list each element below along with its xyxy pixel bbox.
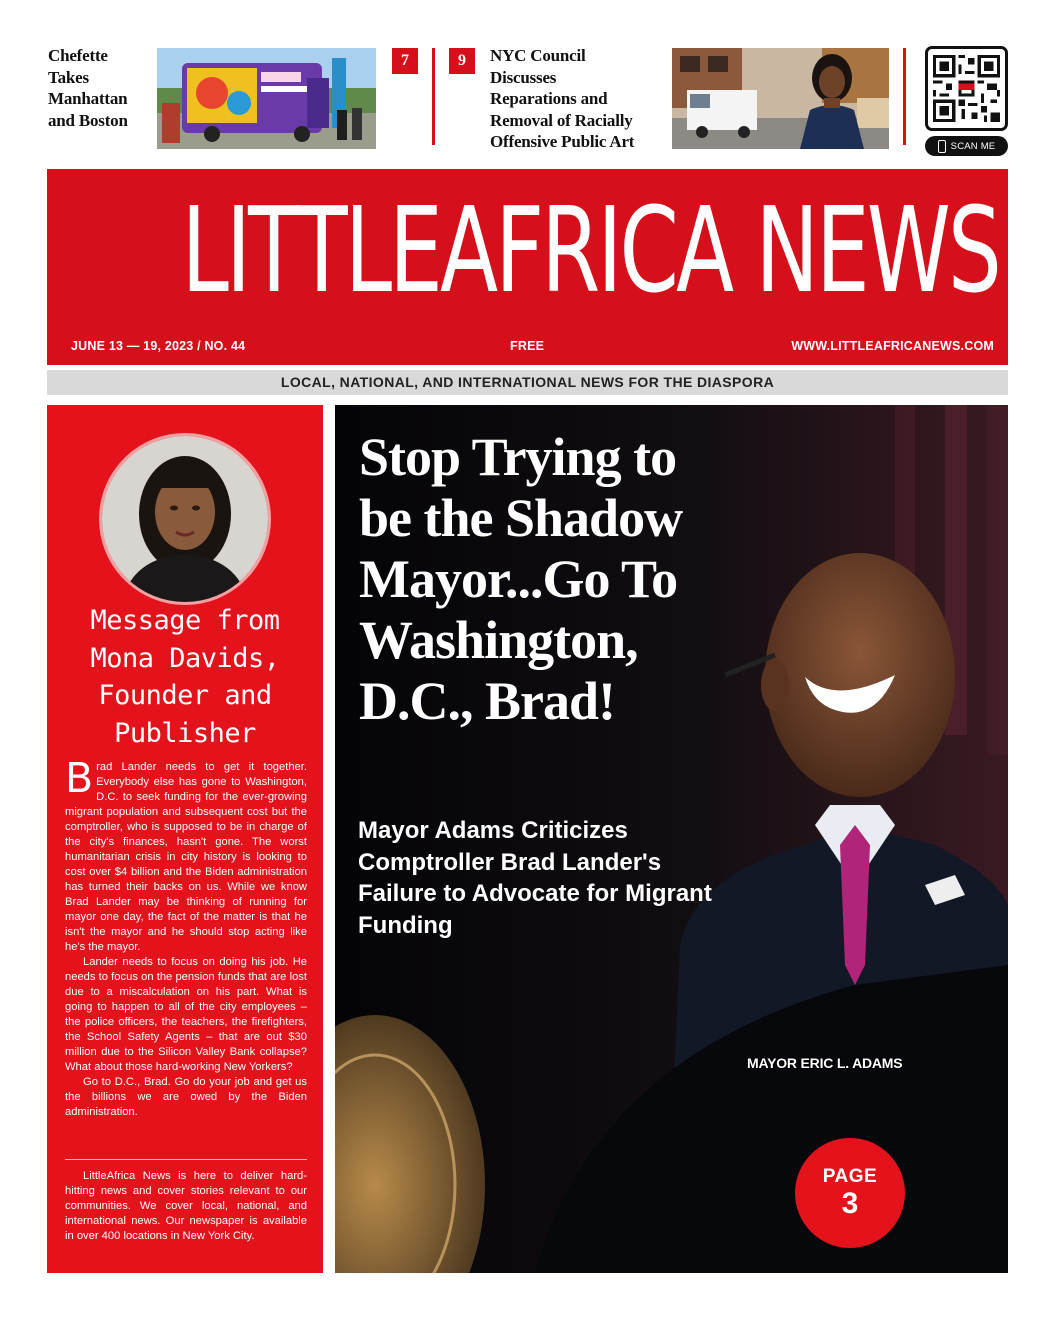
teaser-council-title[interactable]: NYC Council Discusses Reparations and Removal of Racially Offensive Public Art [490, 46, 635, 151]
teaser-council-page-badge[interactable]: 9 [449, 48, 475, 74]
message-body [65, 754, 307, 1120]
issue-date: JUNE 13 — 19, 2023 / NO. 44 [71, 339, 246, 353]
message-title: Message from Mona Davids, Founder and Publisher [90, 605, 280, 749]
about-text: LittleAfrica News is here to deliver hard-hitting news and cover stories relevant to our communities. We cover local, national, and international news. Our newspaper is available in over 400 locations in New York City. [65, 1170, 307, 1242]
food-truck-photo[interactable] [157, 48, 376, 149]
page-label: PAGE [822, 1166, 878, 1187]
newspaper-logo[interactable]: LITTLEAFRICA NEWS [181, 181, 999, 319]
page-reference-badge[interactable] [795, 1138, 905, 1248]
website-link[interactable]: WWW.LITTLEAFRICANEWS.COM [791, 339, 994, 353]
food-truck-illustration [157, 48, 376, 149]
feature-story[interactable] [335, 405, 1008, 1273]
message-paragraph: Lander needs to focus on doing his job. He needs to focus on the pension funds that are lost due to a miscalculation on his part. What is going to happen to all of the city employees – the police officers, the teachers, the firefighters, the School Safety Agents – that are out $30 million due to the Silicon Valley Bank collapse? What about those hard-working New Yorkers? [65, 956, 307, 1073]
price-label: FREE [510, 339, 545, 353]
qr-code[interactable] [925, 46, 1008, 131]
publisher-avatar [99, 433, 271, 605]
scan-me-button[interactable]: SCAN ME [925, 136, 1008, 156]
publisher-portrait [102, 436, 268, 602]
photo-caption: MAYOR ERIC L. ADAMS [747, 1055, 903, 1071]
teaser-chefette-page-badge[interactable]: 7 [392, 48, 418, 74]
feature-headline[interactable]: Stop Trying to be the Shadow Mayor...Go To Washington, D.C., Brad! [359, 427, 683, 731]
teaser-chefette-title[interactable]: Chefette Takes Manhattan and Boston [48, 46, 128, 130]
tagline: LOCAL, NATIONAL, AND INTERNATIONAL NEWS FOR THE DIASPORA [47, 370, 1008, 395]
council-member-photo[interactable] [672, 48, 889, 149]
page-number: 3 [841, 1187, 859, 1220]
qr-divider [903, 48, 906, 145]
message-paragraph: Go to D.C., Brad. Go do your job and get us the billions we are owed by the Biden administration. [65, 1076, 307, 1118]
qr-code-icon [933, 54, 1000, 123]
phone-icon [938, 140, 946, 153]
masthead [47, 169, 1008, 365]
message-divider [65, 1159, 307, 1160]
street-portrait-illustration [672, 48, 889, 149]
teaser-divider [432, 48, 435, 145]
drop-cap: B [65, 754, 94, 802]
message-paragraph: Brad Lander needs to get it together. Everybody else has gone to Washington, D.C. to seek funding for the ever-growing migrant population and subsequent cost but the comptroller, who is supposed to be in charge of the city's finances, hasn't gone. The worst humanitarian crisis in city history is looking to cost over $4 billion and the Biden administration has turned their backs on us. While we know Brad Lander may be thinking of running for mayor one day, the fact of the matter is that he isn't the mayor and he should stop acting like he's the mayor. [65, 754, 307, 953]
publisher-message [47, 405, 323, 1273]
feature-subhead: Mayor Adams Criticizes Comptroller Brad Lander's Failure to Advocate for Migrant Funding [358, 817, 712, 939]
